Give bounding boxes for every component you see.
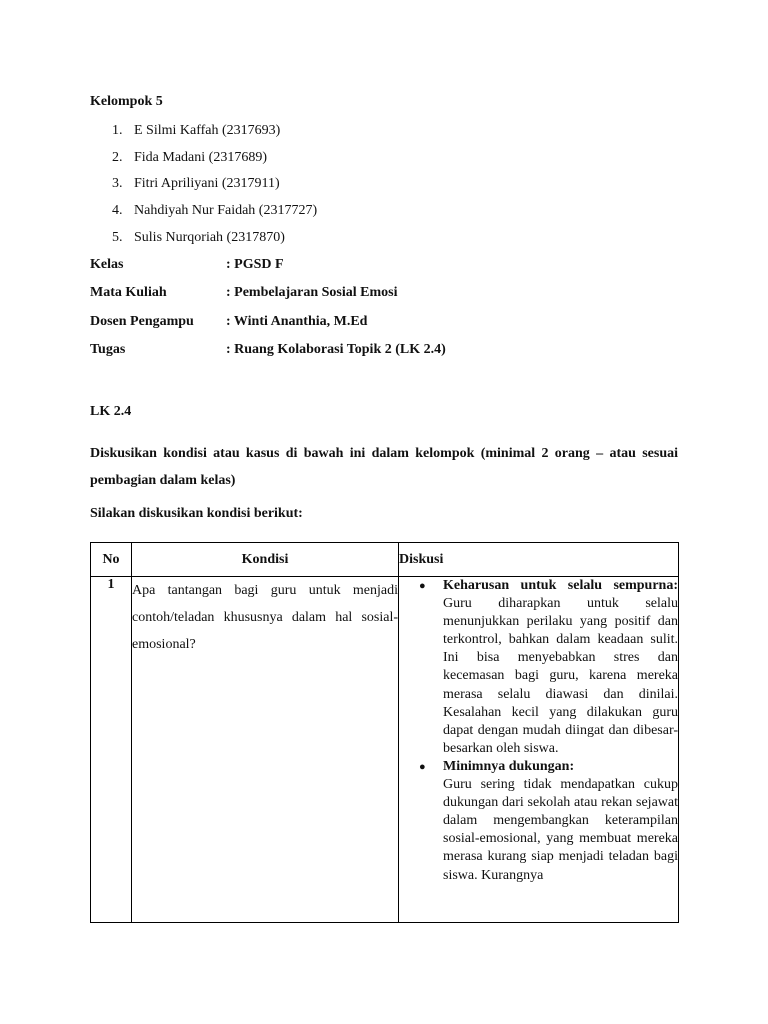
info-row-dosen: Dosen Pengampu : Winti Ananthia, M.Ed — [90, 313, 368, 329]
list-item: 3. Fitri Apriliyani (2317911) — [112, 176, 280, 192]
member-name: Fida Madani (2317689) — [134, 149, 267, 165]
instruction-subheading: Silakan diskusikan kondisi berikut: — [90, 506, 303, 521]
header-no: No — [91, 543, 132, 577]
info-row-tugas: Tugas : Ruang Kolaborasi Topik 2 (LK 2.4) — [90, 341, 446, 357]
header-kondisi: Kondisi — [132, 543, 399, 577]
bullet-icon: ● — [419, 760, 426, 773]
point-title: Keharusan untuk selalu sempurna: — [443, 578, 678, 593]
discussion-points — [399, 577, 678, 885]
discussion-table — [90, 542, 679, 923]
point-text: Guru diharapkan untuk selalu menunjukkan perilaku yang positif dan terkontrol, bahkan dalam keadaan sulit. Ini bisa menyebabkan stres dan kecemasan bagi guru, karena mereka merasa selalu diawasi dan dinilai. Kesalahan kecil yang dilakukan guru dapat dengan mudah diingat dan dibesar-besarkan oleh siswa. — [443, 596, 678, 756]
group-title: Kelompok 5 — [90, 94, 163, 109]
row-diskusi — [399, 577, 679, 923]
point-title: Minimnya dukungan: — [443, 758, 575, 774]
list-item — [399, 758, 678, 885]
member-name: E Silmi Kaffah (2317693) — [134, 123, 281, 138]
point-text: Guru sering tidak mendapatkan cukup dukungan dari sekolah atau rekan sejawat dalam mengembangkan keterampilan sosial-emosional, yang membuat mereka merasa kurang siap menjadi teladan bagi siswa. Kurangnya — [443, 777, 678, 883]
table-header-row — [91, 543, 679, 577]
member-list — [90, 118, 317, 251]
section-heading: LK 2.4 — [90, 404, 132, 419]
course-info — [90, 251, 446, 364]
list-item: 4. Nahdiyah Nur Faidah (2317727) — [112, 203, 318, 219]
header-diskusi: Diskusi — [399, 543, 679, 577]
row-number: 1 — [91, 577, 132, 923]
bullet-icon: ● — [419, 580, 426, 592]
list-item — [399, 577, 678, 758]
member-name: Sulis Nurqoriah (2317870) — [134, 229, 285, 245]
list-item: 2. Fida Madani (2317689) — [112, 149, 267, 165]
instruction-paragraph: Diskusikan kondisi atau kasus di bawah ini dalam kelompok (minimal 2 orang – atau sesuai pembagian dalam kelas) — [90, 446, 678, 488]
table-row — [91, 577, 679, 923]
list-item: 5. Sulis Nurqoriah (2317870) — [112, 229, 285, 245]
list-item: 1. E Silmi Kaffah (2317693) — [112, 123, 281, 138]
member-name: Fitri Apriliyani (2317911) — [134, 176, 280, 192]
info-row-kelas: Kelas : PGSD F — [90, 257, 284, 272]
info-row-mata-kuliah: Mata Kuliah : Pembelajaran Sosial Emosi — [90, 285, 398, 301]
member-name: Nahdiyah Nur Faidah (2317727) — [134, 203, 318, 219]
row-kondisi: Apa tantangan bagi guru untuk menjadi contoh/teladan khususnya dalam hal sosial-emosional? — [132, 577, 399, 923]
